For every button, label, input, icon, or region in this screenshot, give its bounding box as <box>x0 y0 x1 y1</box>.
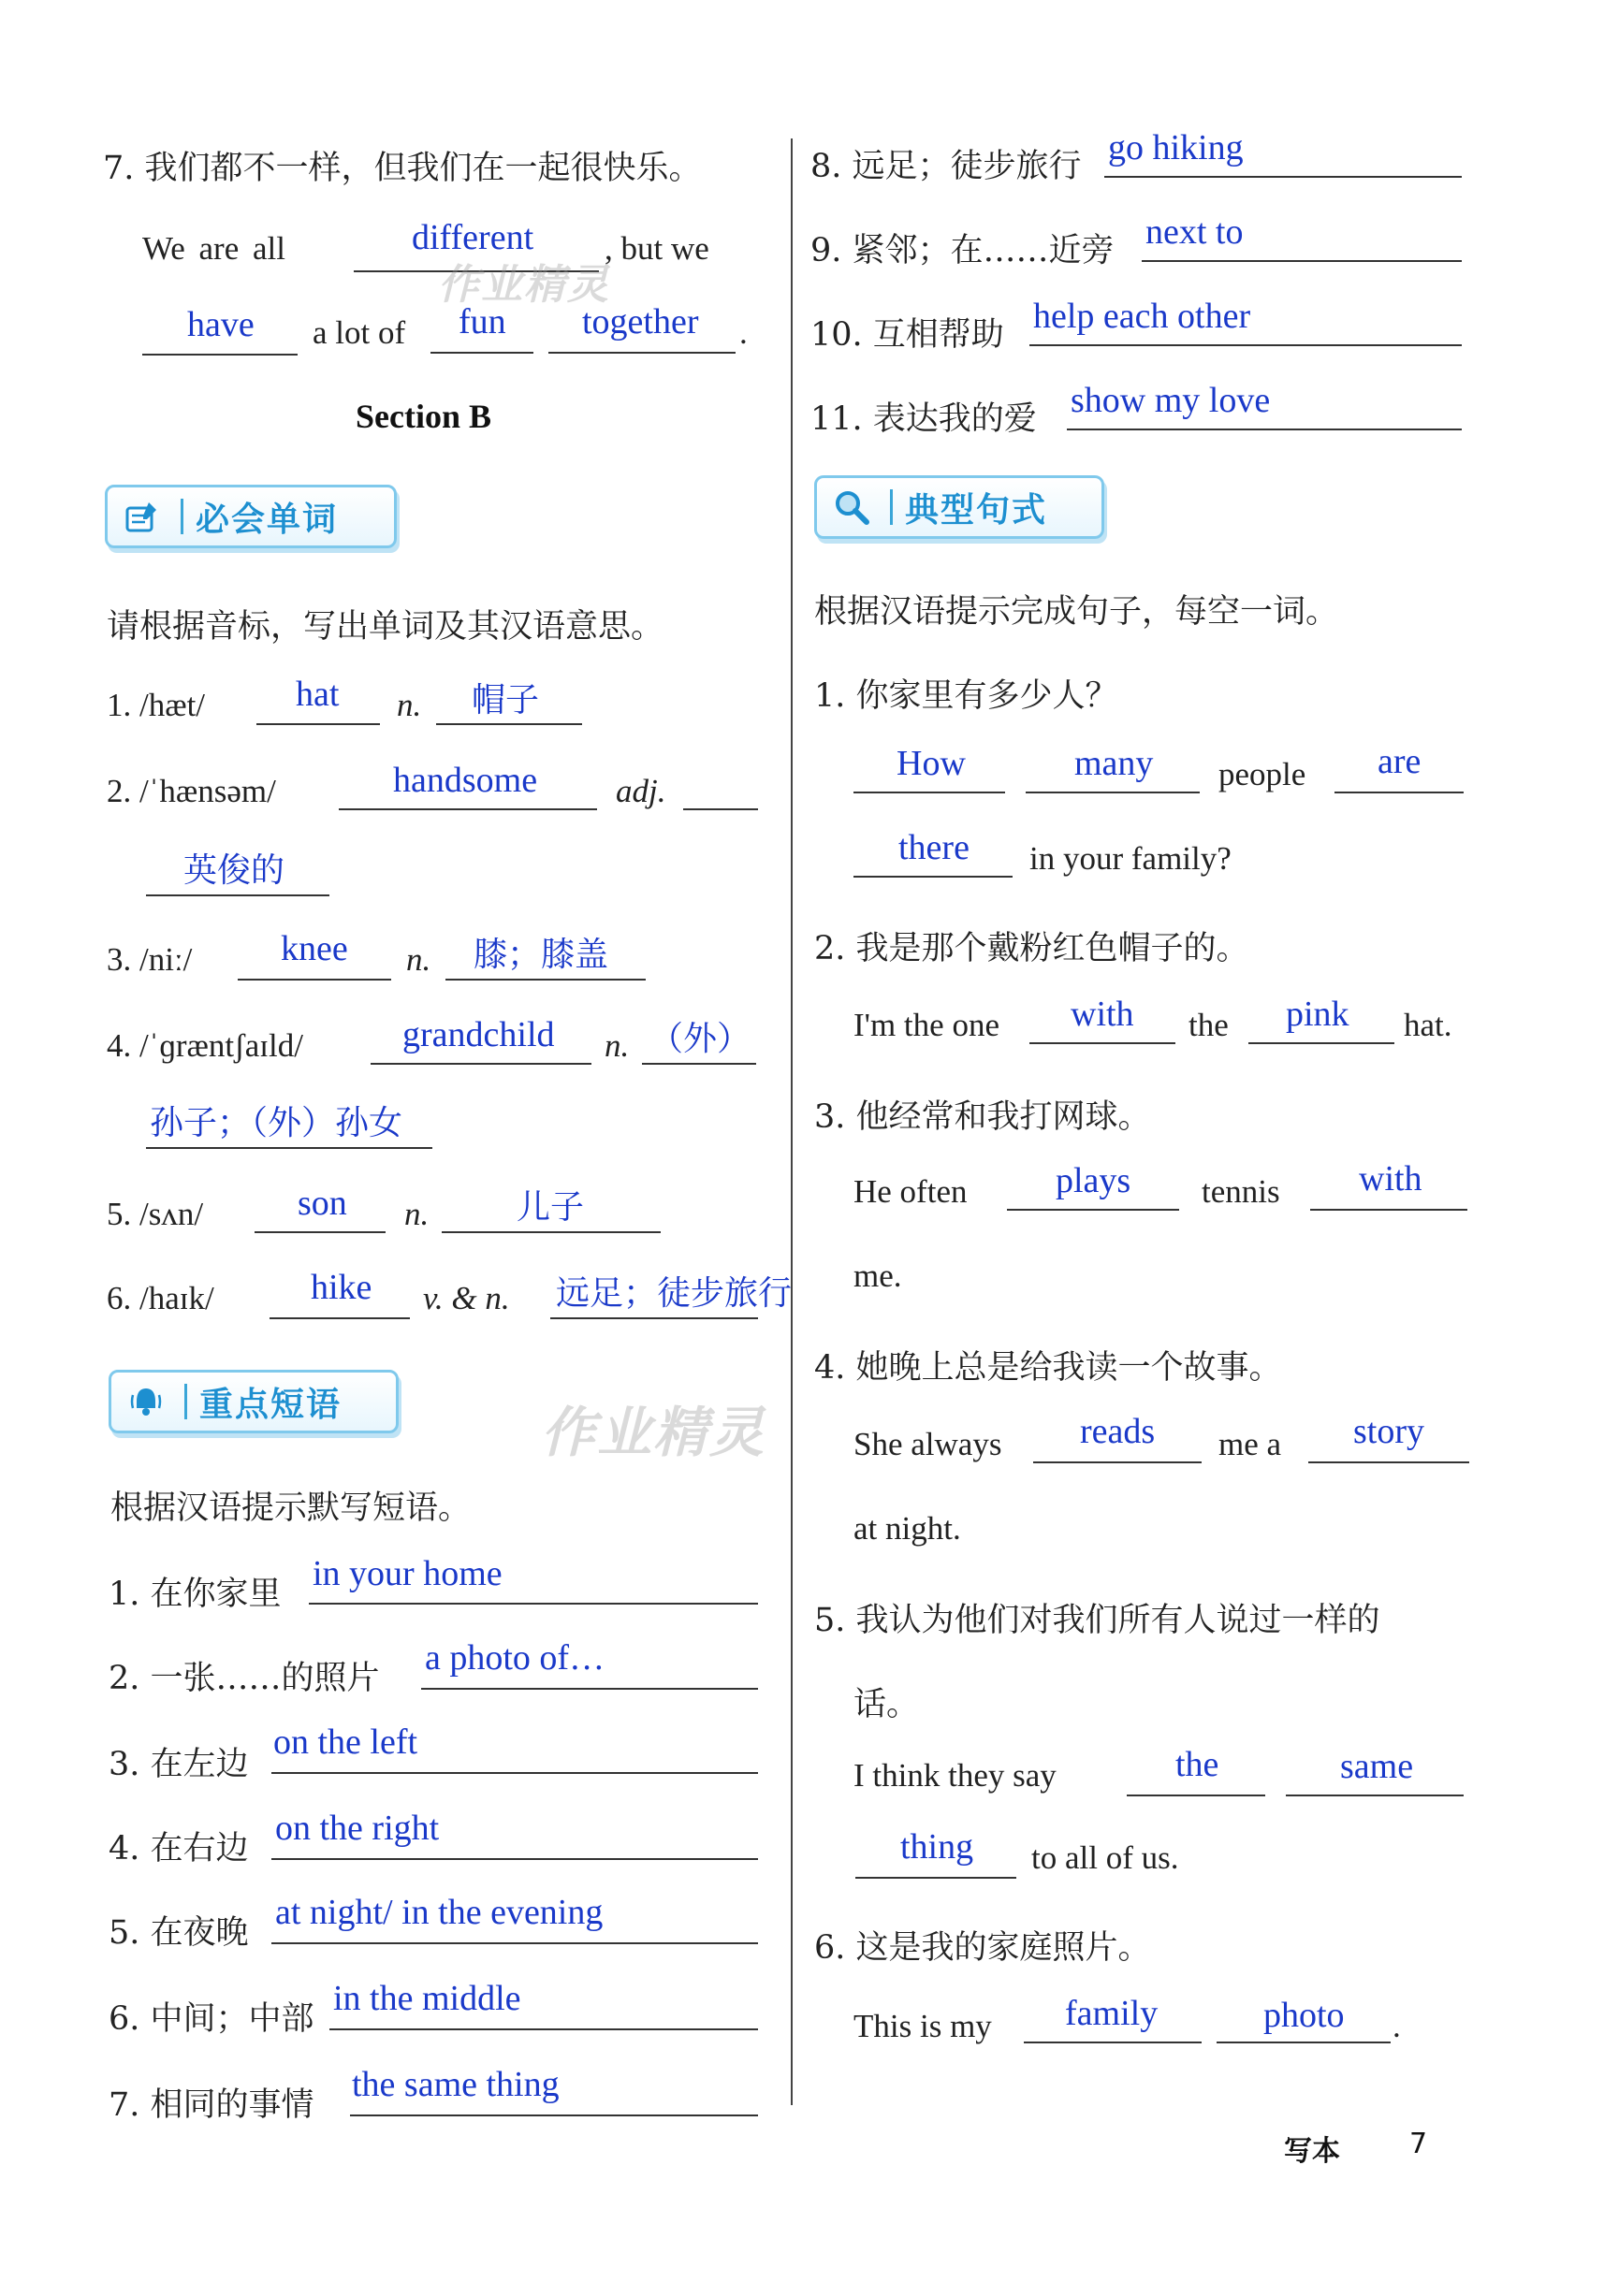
word-6-blank[interactable] <box>270 1317 410 1319</box>
word-3-phonetic: 3. /niː/ <box>107 941 193 978</box>
word-2-answer: handsome <box>393 761 538 800</box>
sentence-2-blank-1[interactable] <box>1029 1042 1175 1044</box>
sentence-3-text-2: tennis <box>1202 1173 1280 1210</box>
q7-blank-4[interactable] <box>548 352 736 354</box>
word-4-blank[interactable] <box>371 1063 591 1065</box>
word-1-blank[interactable] <box>256 723 380 725</box>
sentence-3-text-3: me. <box>853 1257 902 1294</box>
sentence-5-prompt-b: 话。 <box>853 1686 920 1723</box>
word-2-pos: adj. <box>616 773 666 809</box>
sentence-2-prompt: 2. 我是那个戴粉红色帽子的。 <box>814 930 1249 967</box>
sentence-3-answer-2: with <box>1359 1159 1422 1199</box>
sentence-4-blank-1[interactable] <box>1033 1461 1202 1463</box>
phrase-11-blank[interactable] <box>1067 429 1462 430</box>
word-2-phonetic: 2. /ˈhænsəm/ <box>107 773 276 809</box>
q7-answer-2: have <box>187 305 255 344</box>
sentence-2-text-3: hat. <box>1404 1007 1452 1043</box>
sentence-4-answer-2: story <box>1353 1412 1424 1451</box>
sentence-4-text-1: She always <box>853 1426 1002 1462</box>
phrase-9-blank[interactable] <box>1142 260 1462 262</box>
phrase-5-answer: at night/ in the evening <box>275 1893 604 1932</box>
watermark-1: 作业精灵 <box>438 261 610 309</box>
phrase-10-blank[interactable] <box>1029 344 1462 346</box>
badge-separator <box>890 489 893 525</box>
sentence-6-blank-2[interactable] <box>1217 2042 1391 2043</box>
word-1-meaning: 帽子 <box>472 681 540 719</box>
phrase-10-answer: help each other <box>1033 297 1251 336</box>
sentence-3-blank-1[interactable] <box>1007 1209 1179 1211</box>
phrase-6-prompt: 6. 中间；中部 <box>109 2000 314 2038</box>
q7-blank-2[interactable] <box>142 354 298 356</box>
word-4-answer: grandchild <box>402 1015 555 1054</box>
phrase-3-answer: on the left <box>273 1722 418 1762</box>
phrase-8-prompt: 8. 远足；徒步旅行 <box>810 148 1082 185</box>
word-5-meaning: 儿子 <box>517 1188 585 1227</box>
phrase-5-blank[interactable] <box>271 1942 758 1944</box>
sentence-4-answer-1: reads <box>1080 1412 1156 1451</box>
q7-answer-4: together <box>582 302 699 341</box>
q7-answer-1: different <box>412 218 534 257</box>
column-divider <box>791 138 793 2105</box>
word-1-meaning-blank[interactable] <box>436 723 582 725</box>
phrase-8-blank[interactable] <box>1104 176 1462 178</box>
badge-vocabulary <box>105 485 397 548</box>
sentence-1-blank-4[interactable] <box>853 876 1013 878</box>
sentence-4-text-2: me a <box>1218 1426 1282 1462</box>
phrase-5-prompt: 5. 在夜晚 <box>109 1914 249 1952</box>
badge-key-phrases <box>109 1370 399 1433</box>
sentence-6-prompt: 6. 这是我的家庭照片。 <box>814 1929 1151 1967</box>
phrase-2-answer: a photo of… <box>425 1638 605 1678</box>
phrase-6-answer: in the middle <box>333 1979 521 2018</box>
phrase-2-prompt: 2. 一张……的照片 <box>109 1660 380 1697</box>
phrase-6-blank[interactable] <box>329 2028 758 2030</box>
phrase-1-answer: in your home <box>313 1554 503 1593</box>
word-3-meaning: 膝；膝盖 <box>474 936 609 974</box>
sentence-3-answer-1: plays <box>1056 1161 1131 1200</box>
word-1-pos: n. <box>397 687 422 723</box>
q7-answer-3: fun <box>459 302 506 341</box>
phrase-11-prompt: 11. 表达我的爱 <box>810 400 1037 438</box>
word-6-pos: v. & n. <box>423 1280 510 1316</box>
word-6-meaning-blank[interactable] <box>550 1317 758 1319</box>
word-5-answer: son <box>298 1184 347 1223</box>
q7-text-mid: , but we <box>605 230 709 267</box>
sentence-1-prompt: 1. 你家里有多少人？ <box>814 677 1118 715</box>
sentence-6-text-1: This is my <box>853 2008 992 2044</box>
q7-blank-3[interactable] <box>430 352 533 354</box>
phrase-10-prompt: 10. 互相帮助 <box>810 316 1004 354</box>
sentence-1-answer-3: are <box>1378 742 1422 781</box>
word-4-pos: n. <box>605 1027 630 1064</box>
word-3-answer: knee <box>281 929 348 968</box>
word-4-meaning-b: 孙子；（外）孙女 <box>150 1104 403 1142</box>
phrase-3-blank[interactable] <box>271 1772 758 1774</box>
phrase-1-prompt: 1. 在你家里 <box>109 1576 282 1613</box>
badge-vocabulary-label: 必会单词 <box>196 501 339 539</box>
magnifier-icon <box>834 489 869 525</box>
word-1-answer: hat <box>296 675 340 714</box>
sentence-6-answer-1: family <box>1065 1994 1159 2033</box>
sentence-6-text-2: . <box>1393 2008 1401 2044</box>
footer-label: 写本 <box>1284 2135 1340 2168</box>
sentences-instruction: 根据汉语提示完成句子，每空一词。 <box>814 593 1339 631</box>
sentence-3-blank-2[interactable] <box>1310 1209 1467 1211</box>
word-6-meaning: 远足；徒步旅行 <box>556 1274 793 1313</box>
sentence-1-blank-1[interactable] <box>853 792 1005 793</box>
phrase-8-answer: go hiking <box>1108 128 1244 167</box>
word-5-meaning-blank[interactable] <box>442 1231 661 1233</box>
q7-text-mid2: a lot of <box>313 314 406 351</box>
badge-key-phrases-label: 重点短语 <box>199 1386 343 1424</box>
sentence-5-prompt-a: 5. 我认为他们对我们所有人说过一样的 <box>814 1602 1380 1639</box>
sentence-1-answer-1: How <box>897 744 966 783</box>
word-2-meaning: 英俊的 <box>183 851 285 890</box>
phrase-7-prompt: 7. 相同的事情 <box>109 2086 314 2124</box>
phrase-4-answer: on the right <box>275 1809 440 1848</box>
word-5-phonetic: 5. /sʌn/ <box>107 1196 204 1232</box>
word-5-pos: n. <box>404 1196 430 1232</box>
phrase-2-blank[interactable] <box>421 1688 758 1690</box>
bell-icon <box>128 1384 164 1419</box>
phrase-11-answer: show my love <box>1071 381 1271 420</box>
sentence-5-blank-1[interactable] <box>1127 1795 1265 1796</box>
word-4-meaning-blank-a[interactable] <box>642 1063 756 1065</box>
sentence-1-answer-2: many <box>1074 744 1154 783</box>
badge-sentence-patterns-label: 典型句式 <box>905 491 1048 530</box>
sentence-4-prompt: 4. 她晚上总是给我读一个故事。 <box>814 1349 1282 1387</box>
word-6-answer: hike <box>311 1268 372 1307</box>
sentence-5-blank-3[interactable] <box>855 1877 1016 1879</box>
watermark-2: 作业精灵 <box>541 1401 766 1464</box>
sentence-2-answer-2: pink <box>1286 995 1349 1034</box>
sentence-2-text-2: the <box>1188 1007 1229 1043</box>
word-3-meaning-blank[interactable] <box>445 979 646 981</box>
word-2-meaning-blank-b[interactable] <box>146 894 329 896</box>
sentence-1-text-2: in your family? <box>1029 840 1232 877</box>
badge-separator <box>184 1384 187 1419</box>
sentence-3-prompt: 3. 他经常和我打网球。 <box>814 1098 1151 1136</box>
sentence-5-blank-2[interactable] <box>1286 1795 1464 1796</box>
sentence-2-text-1: I'm the one <box>853 1007 999 1043</box>
sentence-1-text-1: people <box>1218 756 1306 792</box>
q7-text-end: . <box>739 314 748 351</box>
sentence-5-text-2: to all of us. <box>1031 1839 1179 1876</box>
sentence-5-answer-3: thing <box>900 1827 974 1867</box>
word-6-phonetic: 6. /haɪk/ <box>107 1280 214 1316</box>
sentence-6-answer-2: photo <box>1263 1996 1345 2035</box>
sentence-2-answer-1: with <box>1071 995 1134 1034</box>
sentence-6-blank-1[interactable] <box>1024 2042 1202 2043</box>
notebook-pencil-icon <box>124 499 160 534</box>
word-4-meaning-a: （外） <box>649 1020 751 1058</box>
word-2-blank[interactable] <box>339 808 597 810</box>
word-3-blank[interactable] <box>238 979 391 981</box>
phrase-4-blank[interactable] <box>271 1858 758 1860</box>
sentence-5-text-1: I think they say <box>853 1757 1057 1794</box>
phrases-instruction: 根据汉语提示默写短语。 <box>110 1489 472 1527</box>
phrase-3-prompt: 3. 在左边 <box>109 1746 249 1783</box>
word-5-blank[interactable] <box>255 1231 386 1233</box>
badge-separator <box>181 499 183 534</box>
badge-sentence-patterns <box>814 475 1104 539</box>
section-title: Section B <box>356 398 492 435</box>
phrase-9-prompt: 9. 紧邻；在……近旁 <box>810 232 1115 269</box>
phrase-7-answer: the same thing <box>352 2065 560 2104</box>
sentence-3-text-1: He often <box>853 1173 968 1210</box>
sentence-4-blank-2[interactable] <box>1308 1461 1469 1463</box>
sentence-5-answer-2: same <box>1340 1747 1414 1786</box>
sentence-1-answer-4: there <box>898 828 970 867</box>
word-4-phonetic: 4. /ˈɡræntʃaɪld/ <box>107 1027 303 1064</box>
phrase-1-blank[interactable] <box>309 1603 758 1605</box>
page-number: 7 <box>1409 2128 1428 2160</box>
q7-prompt: 7. 我们都不一样，但我们在一起很快乐。 <box>103 150 702 187</box>
words-instruction: 请根据音标，写出单词及其汉语意思。 <box>107 608 664 646</box>
word-2-meaning-blank-a[interactable] <box>683 808 758 810</box>
sentence-1-blank-3[interactable] <box>1334 792 1464 793</box>
phrase-4-prompt: 4. 在右边 <box>109 1830 249 1867</box>
q7-text-pre: We are all <box>142 230 285 267</box>
word-4-meaning-blank-b[interactable] <box>146 1147 432 1149</box>
phrase-7-blank[interactable] <box>350 2114 758 2116</box>
phrase-9-answer: next to <box>1145 212 1244 252</box>
sentence-2-blank-2[interactable] <box>1248 1042 1394 1044</box>
word-1-phonetic: 1. /hæt/ <box>107 687 206 723</box>
sentence-4-text-3: at night. <box>853 1510 961 1547</box>
word-3-pos: n. <box>406 941 431 978</box>
sentence-5-answer-1: the <box>1175 1745 1219 1784</box>
sentence-1-blank-2[interactable] <box>1026 792 1200 793</box>
